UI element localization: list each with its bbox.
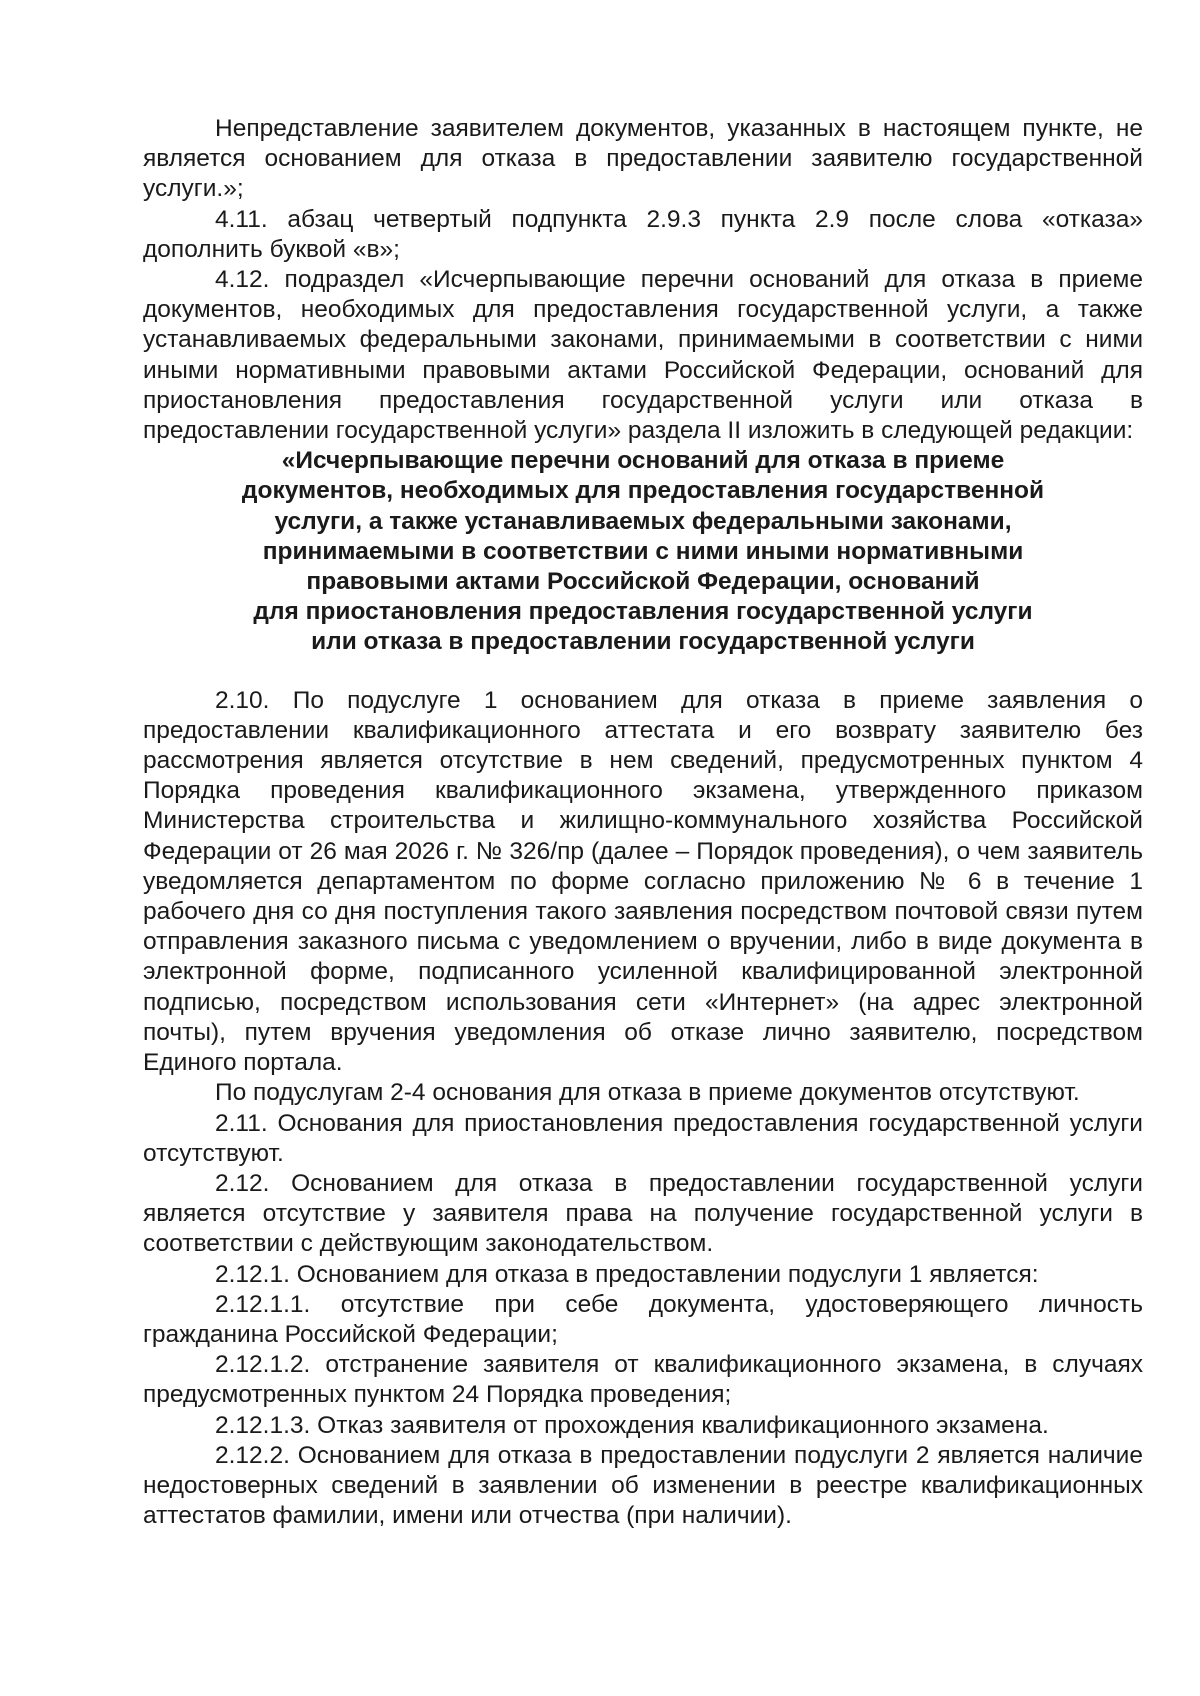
paragraph-2-12: 2.12. Основанием для отказа в предоставлении государственной услуги является отсутствие у заявителя права на получение государственной услуги в соответствии с действующим законодательством. <box>143 1169 1143 1258</box>
heading-line: или отказа в предоставлении государственной услуги <box>311 628 975 656</box>
paragraph-2-12-1-2: 2.12.1.2. отстранение заявителя от квалификационного экзамена, в случаях предусмотренных пунктом 24 Порядка проведения; <box>143 1351 1143 1409</box>
paragraph-2-11: 2.11. Основания для приостановления предоставления государственной услуги отсутствуют. <box>143 1109 1143 1167</box>
paragraph-subservices-2-4: По подуслугам 2-4 основания для отказа в приеме документов отсутствуют. <box>215 1079 1080 1107</box>
document-body <box>143 114 1143 1531</box>
section-heading <box>193 446 1093 657</box>
spacer <box>143 658 1143 686</box>
heading-line: услуги, а также устанавливаемых федеральными законами, <box>274 507 1012 535</box>
heading-line: принимаемыми в соответствии с ними иными нормативными <box>262 537 1024 565</box>
paragraph-2-12-1-3: 2.12.1.3. Отказ заявителя от прохождения квалификационного экзамена. <box>215 1411 1049 1439</box>
heading-line: «Исчерпывающие перечни оснований для отказа в приеме <box>281 447 1005 475</box>
paragraph-4-11: 4.11. абзац четвертый подпункта 2.9.3 пункта 2.9 после слова «отказа» дополнить буквой «в»; <box>143 205 1143 263</box>
paragraph-2-12-2: 2.12.2. Основанием для отказа в предоставлении подуслуги 2 является наличие недостоверных сведений в заявлении об изменении в реестре квалификационных аттестатов фамилии, имени или отчества (при наличии). <box>143 1441 1143 1530</box>
heading-line: документов, необходимых для предоставления государственной <box>241 477 1045 505</box>
paragraph-2-10: 2.10. По подуслуге 1 основанием для отказа в приеме заявления о предоставлении квалификационного аттестата и его возврату заявителю без рассмотрения является отсутствие в нем сведений, предусмотренных пунктом 4 Порядка проведения квалификационного экзамена, утвержденного приказом Министерства строительства и жилищно-коммунального хозяйства Российской Федерации от 26 мая 2026 г. № 326/пр (далее – Порядок проведения), о чем заявитель уведомляется департаментом по форме согласно приложению № 6 в течение 1 рабочего дня со дня поступления такого заявления посредством почтовой связи путем отправления заказного письма с уведомлением о вручении, либо в виде документа в электронной форме, подписанного усиленной квалифицированной электронной подписью, посредством использования сети «Интернет» (на адрес электронной почты), путем вручения уведомления об отказе лично заявителю, посредством Единого портала. <box>143 686 1143 1077</box>
paragraph-4-12: 4.12. подраздел «Исчерпывающие перечни оснований для отказа в приеме документов, необходимых для предоставления государственной услуги, а также устанавливаемых федеральными законами, принимаемыми в соответствии с ними иными нормативными правовыми актами Российской Федерации, оснований для приостановления предоставления государственной услуги или отказа в предоставлении государственной услуги» раздела II изложить в следующей редакции: <box>143 266 1143 445</box>
heading-line: для приостановления предоставления государственной услуги <box>253 598 1033 626</box>
paragraph-2-12-1: 2.12.1. Основанием для отказа в предоставлении подуслуги 1 является: <box>215 1260 1039 1288</box>
heading-line: правовыми актами Российской Федерации, оснований <box>306 568 980 596</box>
paragraph-2-12-1-1: 2.12.1.1. отсутствие при себе документа, удостоверяющего личность гражданина Российской Федерации; <box>143 1290 1143 1348</box>
paragraph-nonsubmission: Непредставление заявителем документов, указанных в настоящем пункте, не является основанием для отказа в предоставлении заявителю государственной услуги.»; <box>143 115 1143 203</box>
